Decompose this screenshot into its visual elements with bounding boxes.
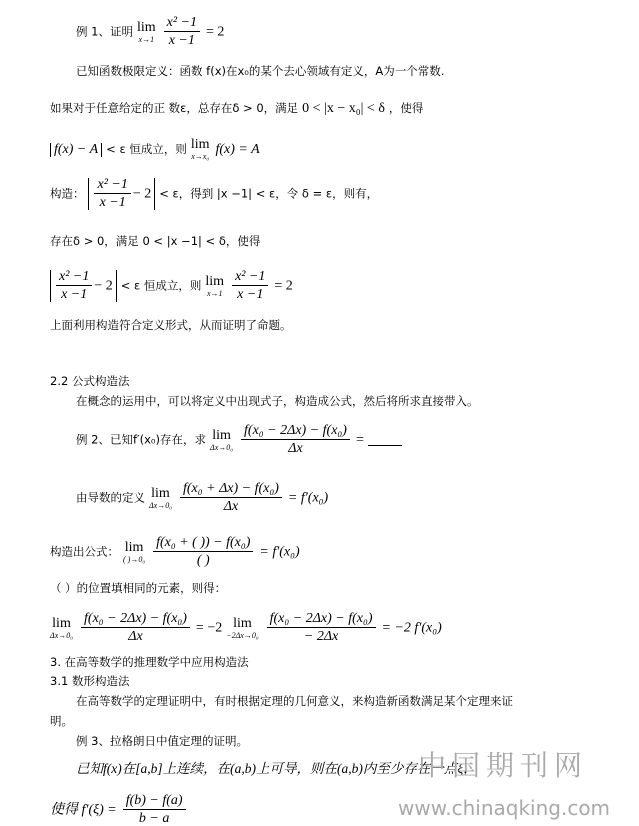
limit-operator: lim −2Δx→0₀: [226, 615, 259, 640]
limit-operator: lim ( )→0₀: [122, 539, 146, 564]
absolute-value: $\frac{\text{x² −1}}{x -1}$ − 2: [88, 178, 155, 210]
limit-operator: lim x→1: [205, 273, 225, 298]
example-3-label: 例 3、拉格朗日中值定理的证明。: [76, 734, 248, 748]
section-3-heading: 3. 在高等数学的推理数学中应用构造法: [50, 655, 249, 669]
result-line: lim Δx→0₀ $\frac{\text{f(x₀ − 2Δx) − f(x₀)}}{\Delta x}$ = −2 lim −2Δx→0₀ $\frac{\text{f(x₀ − 2Δx) − f(x₀)}}{- 2\Delta x}$ = −2 f′(x₀): [50, 611, 442, 644]
watermark-url: www.chinaqking.com: [398, 796, 611, 820]
derivative-definition-line: 由导数的定义 lim Δx→0₀ $\frac{\text{f(x₀ + Δx) − f(x₀)}}{\Delta x}$ = f′(x₀): [76, 481, 329, 514]
example-1-line: [76, 16, 224, 48]
fraction: $\frac{\text{f(x₀ − 2Δx) − f(x₀)}}{\Delta x}$: [81, 612, 190, 644]
exists-line: 存在δ > 0，满足 0 < |x −1| < δ，使得: [50, 234, 261, 248]
section-3-1-heading: 3.1 数形构造法: [50, 674, 130, 688]
conclusion-line: $\frac{\text{x² −1}}{x -1}$ − 2 < ε 恒成立，则 lim x→1 $\frac{\text{x² −1}}{x -1}$ = 2: [50, 270, 293, 302]
equals-value: = 2: [205, 24, 225, 40]
limit-operator: lim Δx→0₀: [148, 485, 173, 510]
summary-text: 上面利用构造符合定义形式，从而证明了命题。: [50, 318, 292, 332]
limit-operator: lim Δx→0₀: [50, 615, 74, 640]
fill-instruction: （ ）的位置填相同的元素，则得：: [50, 581, 227, 595]
limit-operator: lim x→1: [136, 19, 156, 44]
section-3-1-body-line-1: 在高等数学的定理证明中，有时根据定理的几何意义，来构造新函数满足某个定理来证: [76, 694, 513, 708]
definition-line-1: 已知函数极限定义：函数 f(x)在x₀的某个去心领域有定义，A为一个常数.: [76, 64, 445, 78]
mean-value-formula: 使得 f′(ξ) = $\frac{f(b) - f(a)}{b - a}$: [50, 794, 188, 826]
definition-line-3: f(x) − A < ε 恒成立，则 lim x→x₀ f(x) = A: [50, 138, 260, 161]
fraction: $\frac{\text{x² −1}}{x -1}$: [164, 16, 200, 48]
fraction: $\frac{\text{x² −1}}{x -1}$: [232, 270, 268, 302]
construction-line: 构造： $\frac{\text{x² −1}}{x -1}$ − 2 < ε，得到 |x −1| < ε，令 δ = ε，则有，: [50, 177, 379, 210]
fraction: $\frac{\text{f(x₀ + Δx) − f(x₀)}}{\Delta x}$: [180, 482, 282, 514]
example-2-line: 例 2、已知f′(x₀)存在，求 lim Δx→0₀ $\frac{\text{f(x₀ − 2Δx) − f(x₀)}}{\Delta x}$ =: [76, 424, 402, 456]
fraction: $\frac{\text{f(x₀ − 2Δx) − f(x₀)}}{\Delta x}$: [241, 424, 350, 456]
fraction: $\frac{\text{f(x₀ − 2Δx) − f(x₀)}}{- 2\Delta x}$: [267, 612, 376, 644]
limit-operator: lim x→x₀: [190, 137, 210, 161]
mean-value-statement: 已知f(x)在[a,b]上连续，在(a,b)上可导，则在(a,b)内至少存在一点ξ，: [76, 761, 477, 776]
example-1-label: 例 1、证明: [76, 24, 133, 39]
limit-operator: lim Δx→0₀: [210, 427, 234, 452]
answer-blank: [368, 435, 402, 446]
absolute-value: $\frac{\text{x² −1}}{x -1}$ − 2: [50, 270, 117, 302]
constructed-formula-line: 构造出公式： lim ( )→0₀ $\frac{\text{f(x₀ + ( )) − f(x₀)}}{( )}$ = f′(x₀): [50, 535, 300, 568]
absolute-value: f(x) − A: [50, 143, 102, 157]
neighborhood-condition: 0 < |x − x₀| < δ: [302, 101, 385, 116]
fraction: $\frac{\text{f(x₀ + ( )) − f(x₀)}}{( )}$: [153, 536, 253, 568]
fraction: $\frac{f(b) - f(a)}{b - a}$: [123, 794, 186, 826]
section-2-2-heading: 2.2 公式构造法: [50, 374, 130, 388]
watermark-chinese: 中国期刊网: [418, 749, 589, 782]
section-2-2-body: 在概念的运用中，可以将定义中出现式子，构造成公式，然后将所求直接带入。: [76, 394, 479, 408]
definition-line-2: 如果对于任意给定的正 数ε，总存在δ > 0，满足 0 < |x − x₀| < δ ，使得: [50, 101, 424, 116]
section-3-1-body-line-2: 明。: [50, 714, 73, 728]
